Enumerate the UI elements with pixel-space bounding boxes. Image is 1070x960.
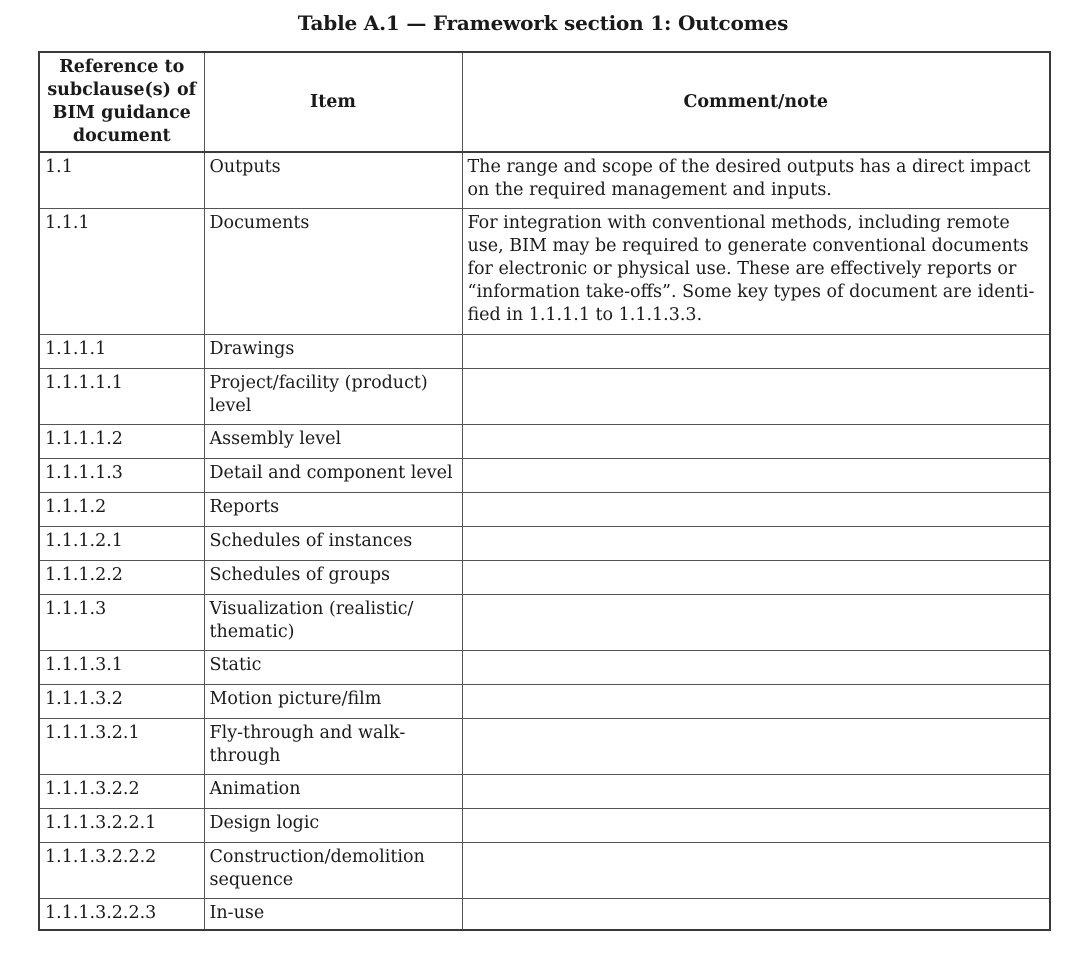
item-cell: Project/facility (product) level — [204, 368, 462, 424]
ref-cell: 1.1.1.1.1 — [39, 368, 204, 424]
comment-cell — [462, 368, 1050, 424]
table-row — [39, 458, 1050, 492]
ref-cell: 1.1.1.3.1 — [39, 650, 204, 684]
ref-cell: 1.1.1 — [39, 208, 204, 334]
item-cell: Drawings — [204, 334, 462, 368]
item-cell: Documents — [204, 208, 462, 334]
ref-cell: 1.1.1.3.2.2.2 — [39, 842, 204, 898]
comment-cell — [462, 526, 1050, 560]
item-cell: Schedules of groups — [204, 560, 462, 594]
header-comment: Comment/note — [462, 52, 1050, 152]
item-cell: Motion picture/film — [204, 684, 462, 718]
ref-cell: 1.1.1.3.2.2.1 — [39, 808, 204, 842]
comment-cell — [462, 424, 1050, 458]
comment-cell — [462, 808, 1050, 842]
ref-cell: 1.1.1.2 — [39, 492, 204, 526]
table-row — [39, 898, 1050, 930]
table-row — [39, 842, 1050, 898]
ref-cell: 1.1.1.2.2 — [39, 560, 204, 594]
table-row — [39, 368, 1050, 424]
ref-cell: 1.1.1.3.2 — [39, 684, 204, 718]
ref-cell: 1.1.1.1.2 — [39, 424, 204, 458]
comment-cell: For integration with conventional methods, including remote use, BIM may be required to generate conventional documents for electronic or physical use. These are effectively reports or “information take-offs”. Some key types of document are identified in 1.1.1.1 to 1.1.1.3.3. — [462, 208, 1050, 334]
table-row — [39, 650, 1050, 684]
table-title: Table A.1 — Framework section 1: Outcomes — [297, 11, 789, 35]
table-row — [39, 334, 1050, 368]
comment-cell — [462, 650, 1050, 684]
ref-cell: 1.1.1.1 — [39, 334, 204, 368]
table-row — [39, 526, 1050, 560]
item-cell: Assembly level — [204, 424, 462, 458]
table-header — [39, 52, 1050, 152]
ref-cell: 1.1.1.3 — [39, 594, 204, 650]
ref-cell: 1.1.1.2.1 — [39, 526, 204, 560]
table-row — [39, 808, 1050, 842]
item-cell: Design logic — [204, 808, 462, 842]
comment-cell — [462, 594, 1050, 650]
ref-cell: 1.1 — [39, 152, 204, 208]
comment-cell — [462, 458, 1050, 492]
item-cell: Visualization (realistic/​thematic) — [204, 594, 462, 650]
table-row — [39, 560, 1050, 594]
table-row — [39, 684, 1050, 718]
comment-cell — [462, 560, 1050, 594]
table-row — [39, 152, 1050, 208]
table-body — [39, 152, 1050, 930]
item-cell: Reports — [204, 492, 462, 526]
comment-cell — [462, 842, 1050, 898]
item-cell: In-use — [204, 898, 462, 930]
item-cell: Static — [204, 650, 462, 684]
item-cell: Fly-through and walk-through — [204, 718, 462, 774]
ref-cell: 1.1.1.3.2.2 — [39, 774, 204, 808]
comment-cell — [462, 718, 1050, 774]
item-cell: Animation — [204, 774, 462, 808]
outcomes-table — [38, 51, 1051, 931]
comment-cell: The range and scope of the desired outputs has a direct impact on the required management and inputs. — [462, 152, 1050, 208]
comment-cell — [462, 898, 1050, 930]
item-cell: Schedules of instances — [204, 526, 462, 560]
header-item: Item — [204, 52, 462, 152]
comment-cell — [462, 774, 1050, 808]
ref-cell: 1.1.1.3.2.2.3 — [39, 898, 204, 930]
item-cell: Outputs — [204, 152, 462, 208]
table-row — [39, 594, 1050, 650]
ref-cell: 1.1.1.3.2.1 — [39, 718, 204, 774]
item-cell: Construction/demolition sequence — [204, 842, 462, 898]
item-cell: Detail and component level — [204, 458, 462, 492]
comment-cell — [462, 684, 1050, 718]
ref-cell: 1.1.1.1.3 — [39, 458, 204, 492]
comment-cell — [462, 492, 1050, 526]
header-row — [39, 52, 1050, 152]
table-row — [39, 774, 1050, 808]
table-row — [39, 492, 1050, 526]
header-reference: Reference to subclause(s) of BIM guidance document — [39, 52, 204, 152]
table-row — [39, 718, 1050, 774]
comment-cell — [462, 334, 1050, 368]
table-row — [39, 424, 1050, 458]
table-row — [39, 208, 1050, 334]
